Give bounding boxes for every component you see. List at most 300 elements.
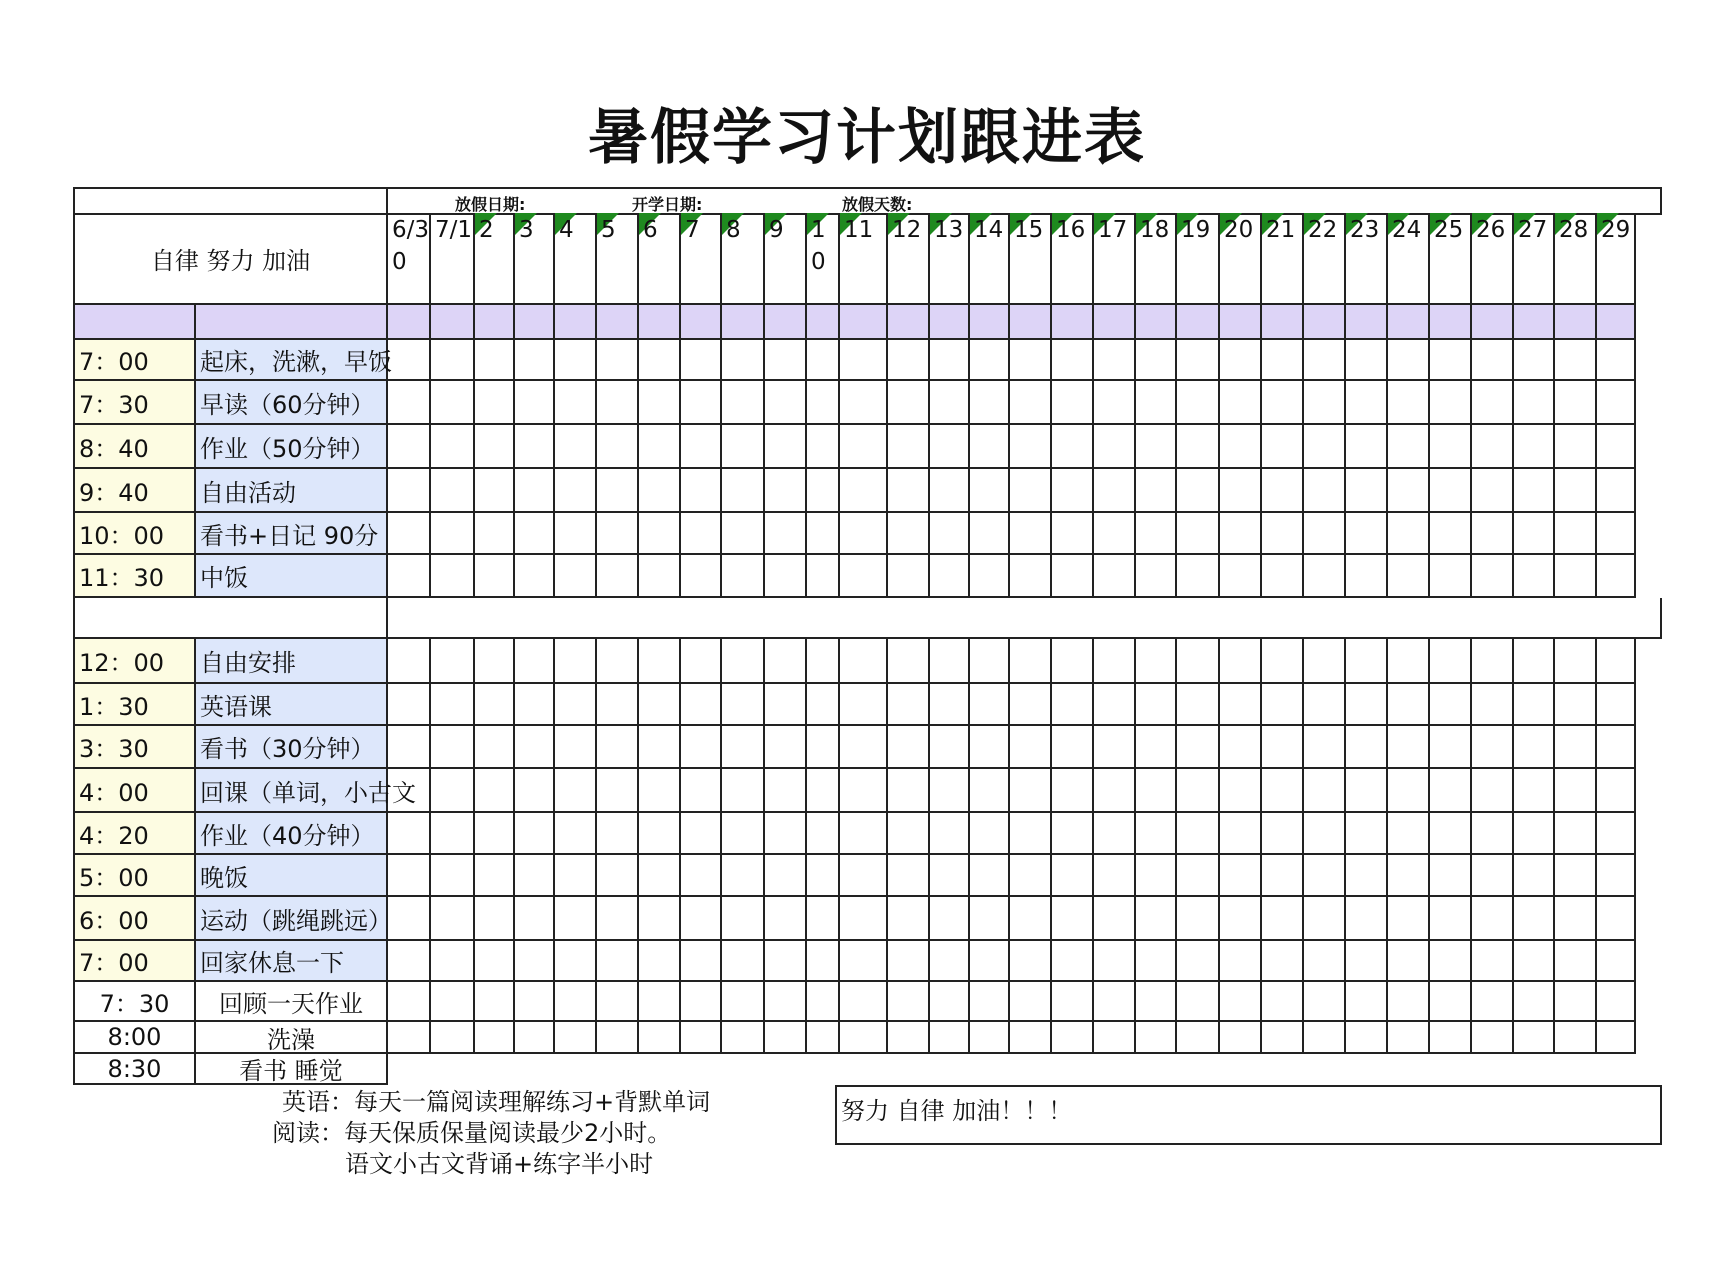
check-cell	[930, 726, 970, 769]
check-cell	[1346, 425, 1388, 469]
check-cell	[1136, 941, 1177, 982]
date-header-cell: 2	[475, 213, 515, 305]
check-cell	[807, 941, 840, 982]
check-cell	[515, 941, 555, 982]
check-cell	[1010, 469, 1052, 513]
time-cell: 5：00	[73, 855, 196, 897]
check-cell	[1304, 813, 1346, 855]
purple-band-cell	[1430, 305, 1472, 340]
check-cell	[431, 381, 475, 425]
check-cell	[1177, 513, 1220, 555]
check-cell	[1514, 982, 1555, 1022]
check-cell	[840, 769, 888, 813]
check-cell	[765, 555, 807, 598]
check-cell	[840, 813, 888, 855]
purple-band-task	[196, 305, 388, 340]
check-cell	[1304, 381, 1346, 425]
check-cell	[1220, 684, 1262, 726]
check-cell	[597, 726, 639, 769]
check-cell	[1010, 340, 1052, 381]
check-cell	[475, 982, 515, 1022]
purple-band-cell	[722, 305, 765, 340]
check-cell	[930, 469, 970, 513]
check-cell	[475, 513, 515, 555]
check-cell	[1472, 813, 1514, 855]
check-cell	[1388, 813, 1430, 855]
purple-band-cell	[1262, 305, 1304, 340]
check-cell	[722, 340, 765, 381]
time-cell: 11：30	[73, 555, 196, 598]
check-cell	[1304, 855, 1346, 897]
purple-band-cell	[515, 305, 555, 340]
check-cell	[1472, 340, 1514, 381]
check-cell	[431, 897, 475, 941]
date-header-cell: 25	[1430, 213, 1472, 305]
check-cell	[722, 639, 765, 684]
check-cell	[1052, 726, 1094, 769]
check-cell	[1262, 684, 1304, 726]
check-cell	[388, 425, 431, 469]
header-left-blank	[73, 187, 388, 215]
check-cell	[1472, 941, 1514, 982]
check-cell	[1052, 769, 1094, 813]
check-cell	[970, 982, 1010, 1022]
task-cell: 中饭	[196, 555, 388, 598]
check-cell	[970, 897, 1010, 941]
purple-band-cell	[1597, 305, 1636, 340]
check-cell	[681, 684, 722, 726]
check-cell	[555, 425, 597, 469]
check-cell	[681, 381, 722, 425]
separator-row-divider	[386, 598, 388, 639]
check-cell	[639, 513, 681, 555]
check-cell	[555, 639, 597, 684]
date-header-cell: 21	[1262, 213, 1304, 305]
check-cell	[1094, 469, 1136, 513]
check-cell	[1597, 639, 1636, 684]
check-cell	[475, 555, 515, 598]
check-cell	[1304, 941, 1346, 982]
check-cell	[1304, 425, 1346, 469]
check-cell	[840, 1022, 888, 1054]
check-cell	[555, 381, 597, 425]
check-cell	[1514, 513, 1555, 555]
check-cell	[1136, 513, 1177, 555]
purple-band-cell	[1346, 305, 1388, 340]
purple-band-cell	[1304, 305, 1346, 340]
check-cell	[1010, 381, 1052, 425]
date-header-cell: 3	[515, 213, 555, 305]
check-cell	[930, 425, 970, 469]
check-cell	[1388, 726, 1430, 769]
check-cell	[765, 769, 807, 813]
check-cell	[1430, 555, 1472, 598]
check-cell	[388, 555, 431, 598]
check-cell	[1597, 855, 1636, 897]
check-cell	[388, 684, 431, 726]
check-cell	[930, 381, 970, 425]
check-cell	[431, 639, 475, 684]
check-cell	[1430, 941, 1472, 982]
purple-band-cell	[1010, 305, 1052, 340]
check-cell	[1177, 555, 1220, 598]
check-cell	[431, 855, 475, 897]
check-cell	[1514, 684, 1555, 726]
check-cell	[765, 639, 807, 684]
check-cell	[765, 941, 807, 982]
check-cell	[1220, 726, 1262, 769]
check-cell	[388, 941, 431, 982]
time-cell: 9：40	[73, 469, 196, 513]
check-cell	[970, 726, 1010, 769]
time-cell: 6：00	[73, 897, 196, 941]
check-cell	[888, 469, 930, 513]
check-cell	[515, 555, 555, 598]
purple-band-cell	[930, 305, 970, 340]
check-cell	[930, 513, 970, 555]
check-cell	[1472, 381, 1514, 425]
check-cell	[1346, 639, 1388, 684]
check-cell	[1346, 1022, 1388, 1054]
check-cell	[1052, 855, 1094, 897]
check-cell	[970, 555, 1010, 598]
check-cell	[597, 340, 639, 381]
time-cell: 8:00	[73, 1022, 196, 1054]
check-cell	[807, 513, 840, 555]
check-cell	[1094, 897, 1136, 941]
check-cell	[515, 684, 555, 726]
check-cell	[681, 726, 722, 769]
check-cell	[431, 340, 475, 381]
task-cell: 回课（单词，小古文	[196, 769, 388, 813]
check-cell	[722, 982, 765, 1022]
check-cell	[1555, 639, 1597, 684]
check-cell	[888, 941, 930, 982]
check-cell	[1388, 381, 1430, 425]
check-cell	[1010, 1022, 1052, 1054]
check-cell	[1555, 381, 1597, 425]
task-cell: 英语课	[196, 684, 388, 726]
check-cell	[431, 726, 475, 769]
check-cell	[515, 813, 555, 855]
time-cell: 7：00	[73, 941, 196, 982]
check-cell	[431, 941, 475, 982]
purple-band-cell	[639, 305, 681, 340]
date-header-cell: 7	[681, 213, 722, 305]
check-cell	[840, 982, 888, 1022]
check-cell	[1388, 769, 1430, 813]
date-header-cell: 6/30	[388, 213, 431, 305]
check-cell	[475, 469, 515, 513]
task-cell: 看书（30分钟）	[196, 726, 388, 769]
check-cell	[475, 813, 515, 855]
check-cell	[1597, 469, 1636, 513]
check-cell	[1262, 982, 1304, 1022]
check-cell	[475, 639, 515, 684]
check-cell	[1304, 726, 1346, 769]
check-cell	[1136, 555, 1177, 598]
task-cell: 早读（60分钟）	[196, 381, 388, 425]
time-cell: 7：00	[73, 340, 196, 381]
check-cell	[1346, 941, 1388, 982]
task-cell: 看书 睡觉	[196, 1054, 388, 1085]
purple-band-cell	[970, 305, 1010, 340]
check-cell	[1388, 639, 1430, 684]
check-cell	[1514, 726, 1555, 769]
check-cell	[431, 769, 475, 813]
check-cell	[388, 769, 431, 813]
check-cell	[431, 513, 475, 555]
purple-band-cell	[597, 305, 639, 340]
check-cell	[1514, 855, 1555, 897]
check-cell	[840, 897, 888, 941]
check-cell	[1346, 897, 1388, 941]
check-cell	[722, 513, 765, 555]
check-cell	[555, 813, 597, 855]
check-cell	[1052, 684, 1094, 726]
check-cell	[1010, 513, 1052, 555]
check-cell	[1052, 982, 1094, 1022]
check-cell	[1514, 381, 1555, 425]
check-cell	[515, 1022, 555, 1054]
check-cell	[840, 684, 888, 726]
check-cell	[888, 340, 930, 381]
check-cell	[1430, 1022, 1472, 1054]
purple-band-cell	[1177, 305, 1220, 340]
check-cell	[970, 381, 1010, 425]
check-cell	[388, 726, 431, 769]
check-cell	[1220, 769, 1262, 813]
check-cell	[1010, 982, 1052, 1022]
check-cell	[1388, 425, 1430, 469]
check-cell	[1388, 684, 1430, 726]
check-cell	[1388, 469, 1430, 513]
purple-band-cell	[807, 305, 840, 340]
time-cell: 7：30	[73, 381, 196, 425]
check-cell	[1262, 425, 1304, 469]
check-cell	[639, 381, 681, 425]
check-cell	[1094, 555, 1136, 598]
check-cell	[1514, 769, 1555, 813]
check-cell	[1304, 897, 1346, 941]
check-cell	[597, 813, 639, 855]
check-cell	[475, 941, 515, 982]
check-cell	[888, 855, 930, 897]
check-cell	[515, 855, 555, 897]
purple-band-cell	[555, 305, 597, 340]
check-cell	[475, 769, 515, 813]
check-cell	[555, 726, 597, 769]
check-cell	[1136, 684, 1177, 726]
check-cell	[1220, 381, 1262, 425]
check-cell	[1136, 381, 1177, 425]
check-cell	[1472, 1022, 1514, 1054]
check-cell	[970, 513, 1010, 555]
check-cell	[1304, 340, 1346, 381]
check-cell	[1514, 813, 1555, 855]
check-cell	[681, 555, 722, 598]
check-cell	[1177, 684, 1220, 726]
date-header-cell: 28	[1555, 213, 1597, 305]
check-cell	[388, 813, 431, 855]
check-cell	[722, 555, 765, 598]
check-cell	[555, 855, 597, 897]
check-cell	[431, 1022, 475, 1054]
check-cell	[930, 855, 970, 897]
check-cell	[807, 340, 840, 381]
check-cell	[1388, 941, 1430, 982]
check-cell	[1388, 982, 1430, 1022]
check-cell	[388, 469, 431, 513]
check-cell	[1304, 982, 1346, 1022]
check-cell	[597, 469, 639, 513]
check-cell	[1472, 513, 1514, 555]
study-note: 语文小古文背诵+练字半小时	[345, 1150, 654, 1178]
check-cell	[930, 340, 970, 381]
check-cell	[431, 982, 475, 1022]
date-header-cell: 5	[597, 213, 639, 305]
check-cell	[888, 555, 930, 598]
check-cell	[1472, 897, 1514, 941]
vacation-date-label: 放假日期:	[455, 195, 526, 214]
check-cell	[1052, 639, 1094, 684]
check-cell	[1010, 555, 1052, 598]
check-cell	[1262, 769, 1304, 813]
check-cell	[1052, 1022, 1094, 1054]
purple-band-cell	[1472, 305, 1514, 340]
check-cell	[1220, 897, 1262, 941]
check-cell	[1388, 555, 1430, 598]
check-cell	[388, 897, 431, 941]
check-cell	[722, 381, 765, 425]
task-cell: 洗澡	[196, 1022, 388, 1054]
check-cell	[431, 555, 475, 598]
check-cell	[888, 769, 930, 813]
task-cell: 回顾一天作业	[196, 982, 388, 1022]
check-cell	[807, 982, 840, 1022]
check-cell	[1555, 769, 1597, 813]
check-cell	[1514, 555, 1555, 598]
check-cell	[1304, 684, 1346, 726]
check-cell	[515, 469, 555, 513]
check-cell	[970, 639, 1010, 684]
check-cell	[807, 813, 840, 855]
check-cell	[515, 381, 555, 425]
check-cell	[1220, 982, 1262, 1022]
check-cell	[1010, 769, 1052, 813]
check-cell	[1262, 726, 1304, 769]
check-cell	[1430, 639, 1472, 684]
check-cell	[807, 684, 840, 726]
check-cell	[681, 982, 722, 1022]
check-cell	[840, 941, 888, 982]
check-cell	[388, 639, 431, 684]
check-cell	[1262, 1022, 1304, 1054]
check-cell	[1304, 639, 1346, 684]
check-cell	[1052, 425, 1094, 469]
check-cell	[681, 897, 722, 941]
check-cell	[1430, 769, 1472, 813]
check-cell	[807, 381, 840, 425]
date-header-cell: 22	[1304, 213, 1346, 305]
page-title: 暑假学习计划跟进表	[588, 103, 1146, 173]
time-cell: 4：00	[73, 769, 196, 813]
check-cell	[1052, 469, 1094, 513]
check-cell	[807, 726, 840, 769]
check-cell	[597, 381, 639, 425]
check-cell	[515, 897, 555, 941]
check-cell	[1052, 381, 1094, 425]
check-cell	[681, 769, 722, 813]
check-cell	[388, 855, 431, 897]
check-cell	[1346, 684, 1388, 726]
check-cell	[639, 340, 681, 381]
check-cell	[888, 639, 930, 684]
check-cell	[1094, 769, 1136, 813]
date-header-cell: 4	[555, 213, 597, 305]
study-note: 英语：每天一篇阅读理解练习+背默单词	[282, 1088, 711, 1116]
check-cell	[597, 639, 639, 684]
check-cell	[639, 897, 681, 941]
check-cell	[681, 855, 722, 897]
check-cell	[1052, 513, 1094, 555]
check-cell	[888, 726, 930, 769]
check-cell	[1010, 726, 1052, 769]
date-header-cell: 17	[1094, 213, 1136, 305]
check-cell	[515, 726, 555, 769]
purple-band-cell	[431, 305, 475, 340]
check-cell	[555, 897, 597, 941]
check-cell	[1555, 469, 1597, 513]
date-header-cell: 26	[1472, 213, 1514, 305]
check-cell	[1177, 855, 1220, 897]
check-cell	[597, 1022, 639, 1054]
check-cell	[888, 982, 930, 1022]
check-cell	[1597, 726, 1636, 769]
check-cell	[597, 855, 639, 897]
check-cell	[1052, 555, 1094, 598]
check-cell	[888, 381, 930, 425]
check-cell	[1555, 1022, 1597, 1054]
purple-band-cell	[681, 305, 722, 340]
check-cell	[1388, 1022, 1430, 1054]
check-cell	[970, 855, 1010, 897]
check-cell	[555, 340, 597, 381]
time-cell: 8：40	[73, 425, 196, 469]
date-header-cell: 12	[888, 213, 930, 305]
check-cell	[1346, 726, 1388, 769]
check-cell	[930, 941, 970, 982]
time-cell: 10：00	[73, 513, 196, 555]
check-cell	[1597, 684, 1636, 726]
check-cell	[765, 813, 807, 855]
check-cell	[1472, 684, 1514, 726]
check-cell	[515, 340, 555, 381]
check-cell	[1597, 897, 1636, 941]
date-header-cell: 15	[1010, 213, 1052, 305]
check-cell	[1430, 469, 1472, 513]
check-cell	[765, 684, 807, 726]
check-cell	[1010, 684, 1052, 726]
check-cell	[388, 340, 431, 381]
check-cell	[639, 555, 681, 598]
check-cell	[1346, 381, 1388, 425]
check-cell	[1094, 639, 1136, 684]
check-cell	[1304, 555, 1346, 598]
check-cell	[1555, 982, 1597, 1022]
check-cell	[388, 982, 431, 1022]
study-note: 阅读：每天保质保量阅读最少2小时。	[272, 1119, 672, 1147]
